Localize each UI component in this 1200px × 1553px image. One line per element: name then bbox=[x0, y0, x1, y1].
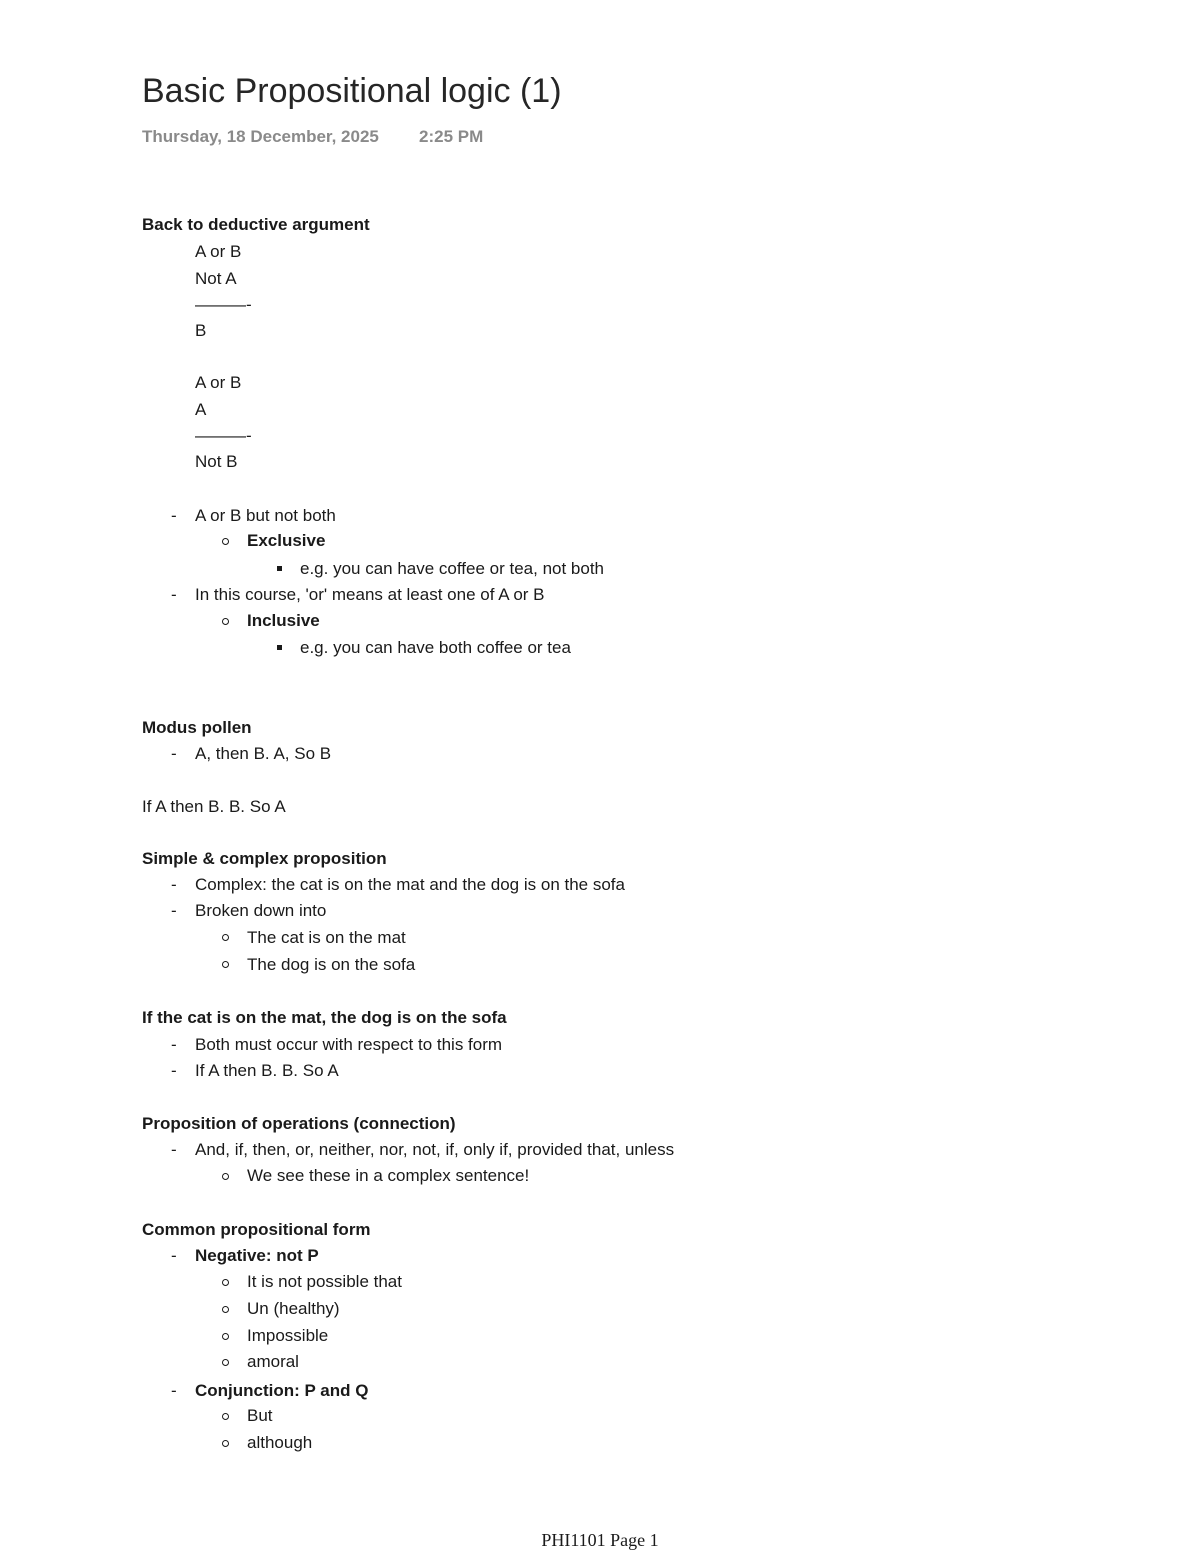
dash-bullet-icon: - bbox=[171, 1246, 177, 1265]
section-heading: Common propositional form bbox=[142, 1220, 371, 1239]
dash-bullet-icon: - bbox=[171, 506, 177, 525]
list-item: Un (healthy) bbox=[247, 1299, 340, 1318]
argument-divider: ———- bbox=[195, 426, 252, 445]
circle-bullet-icon bbox=[222, 1440, 229, 1447]
list-item: Exclusive bbox=[247, 531, 326, 550]
list-item: amoral bbox=[247, 1352, 299, 1371]
dash-bullet-icon: - bbox=[171, 1381, 177, 1400]
circle-bullet-icon bbox=[222, 618, 229, 625]
note-date: Thursday, 18 December, 2025 bbox=[142, 127, 379, 146]
circle-bullet-icon bbox=[222, 1279, 229, 1286]
list-item: If A then B. B. So A bbox=[195, 1061, 339, 1080]
argument-divider: ———- bbox=[195, 295, 252, 314]
dash-bullet-icon: - bbox=[171, 744, 177, 763]
argument-line: Not A bbox=[195, 269, 237, 288]
list-item: A or B but not both bbox=[195, 506, 336, 525]
list-item: In this course, 'or' means at least one of A or B bbox=[195, 585, 545, 604]
circle-bullet-icon bbox=[222, 1359, 229, 1366]
list-item: Negative: not P bbox=[195, 1246, 319, 1265]
argument-line: A bbox=[195, 400, 207, 419]
list-item: Inclusive bbox=[247, 611, 320, 630]
list-item: Impossible bbox=[247, 1326, 329, 1345]
list-item: e.g. you can have coffee or tea, not both bbox=[300, 559, 605, 578]
circle-bullet-icon bbox=[222, 961, 229, 968]
argument-line: Not B bbox=[195, 452, 238, 471]
list-item: We see these in a complex sentence! bbox=[247, 1166, 530, 1185]
argument-line: A or B bbox=[195, 242, 242, 261]
list-item: But bbox=[247, 1406, 273, 1425]
section-heading: Simple & complex proposition bbox=[142, 849, 387, 868]
dash-bullet-icon: - bbox=[171, 1061, 177, 1080]
page-title: Basic Propositional logic (1) bbox=[142, 72, 562, 110]
circle-bullet-icon bbox=[222, 1413, 229, 1420]
circle-bullet-icon bbox=[222, 1173, 229, 1180]
page-footer: PHI1101 Page 1 bbox=[541, 1530, 659, 1550]
list-item: The cat is on the mat bbox=[247, 928, 406, 947]
circle-bullet-icon bbox=[222, 538, 229, 545]
list-item: Complex: the cat is on the mat and the dog is on the sofa bbox=[195, 875, 625, 894]
dash-bullet-icon: - bbox=[171, 585, 177, 604]
list-item: And, if, then, or, neither, nor, not, if, only if, provided that, unless bbox=[195, 1140, 675, 1159]
plain-line: If A then B. B. So A bbox=[142, 797, 286, 816]
section-heading: Proposition of operations (connection) bbox=[142, 1114, 456, 1133]
list-item: although bbox=[247, 1433, 313, 1452]
section-heading: Back to deductive argument bbox=[142, 215, 370, 234]
dash-bullet-icon: - bbox=[171, 875, 177, 894]
list-item: e.g. you can have both coffee or tea bbox=[300, 638, 571, 657]
note-time: 2:25 PM bbox=[419, 127, 484, 146]
dash-bullet-icon: - bbox=[171, 1140, 177, 1159]
list-item: It is not possible that bbox=[247, 1272, 402, 1291]
circle-bullet-icon bbox=[222, 1306, 229, 1313]
section-heading: If the cat is on the mat, the dog is on the sofa bbox=[142, 1008, 507, 1027]
list-item: Conjunction: P and Q bbox=[195, 1381, 369, 1400]
argument-line: B bbox=[195, 321, 207, 340]
dash-bullet-icon: - bbox=[171, 1035, 177, 1054]
list-item: The dog is on the sofa bbox=[247, 955, 416, 974]
square-bullet-icon bbox=[277, 566, 282, 571]
square-bullet-icon bbox=[277, 645, 282, 650]
argument-line: A or B bbox=[195, 373, 242, 392]
list-item: A, then B. A, So B bbox=[195, 744, 332, 763]
list-item: Both must occur with respect to this form bbox=[195, 1035, 503, 1054]
dash-bullet-icon: - bbox=[171, 901, 177, 920]
circle-bullet-icon bbox=[222, 934, 229, 941]
circle-bullet-icon bbox=[222, 1333, 229, 1340]
list-item: Broken down into bbox=[195, 901, 327, 920]
section-heading: Modus pollen bbox=[142, 718, 252, 737]
